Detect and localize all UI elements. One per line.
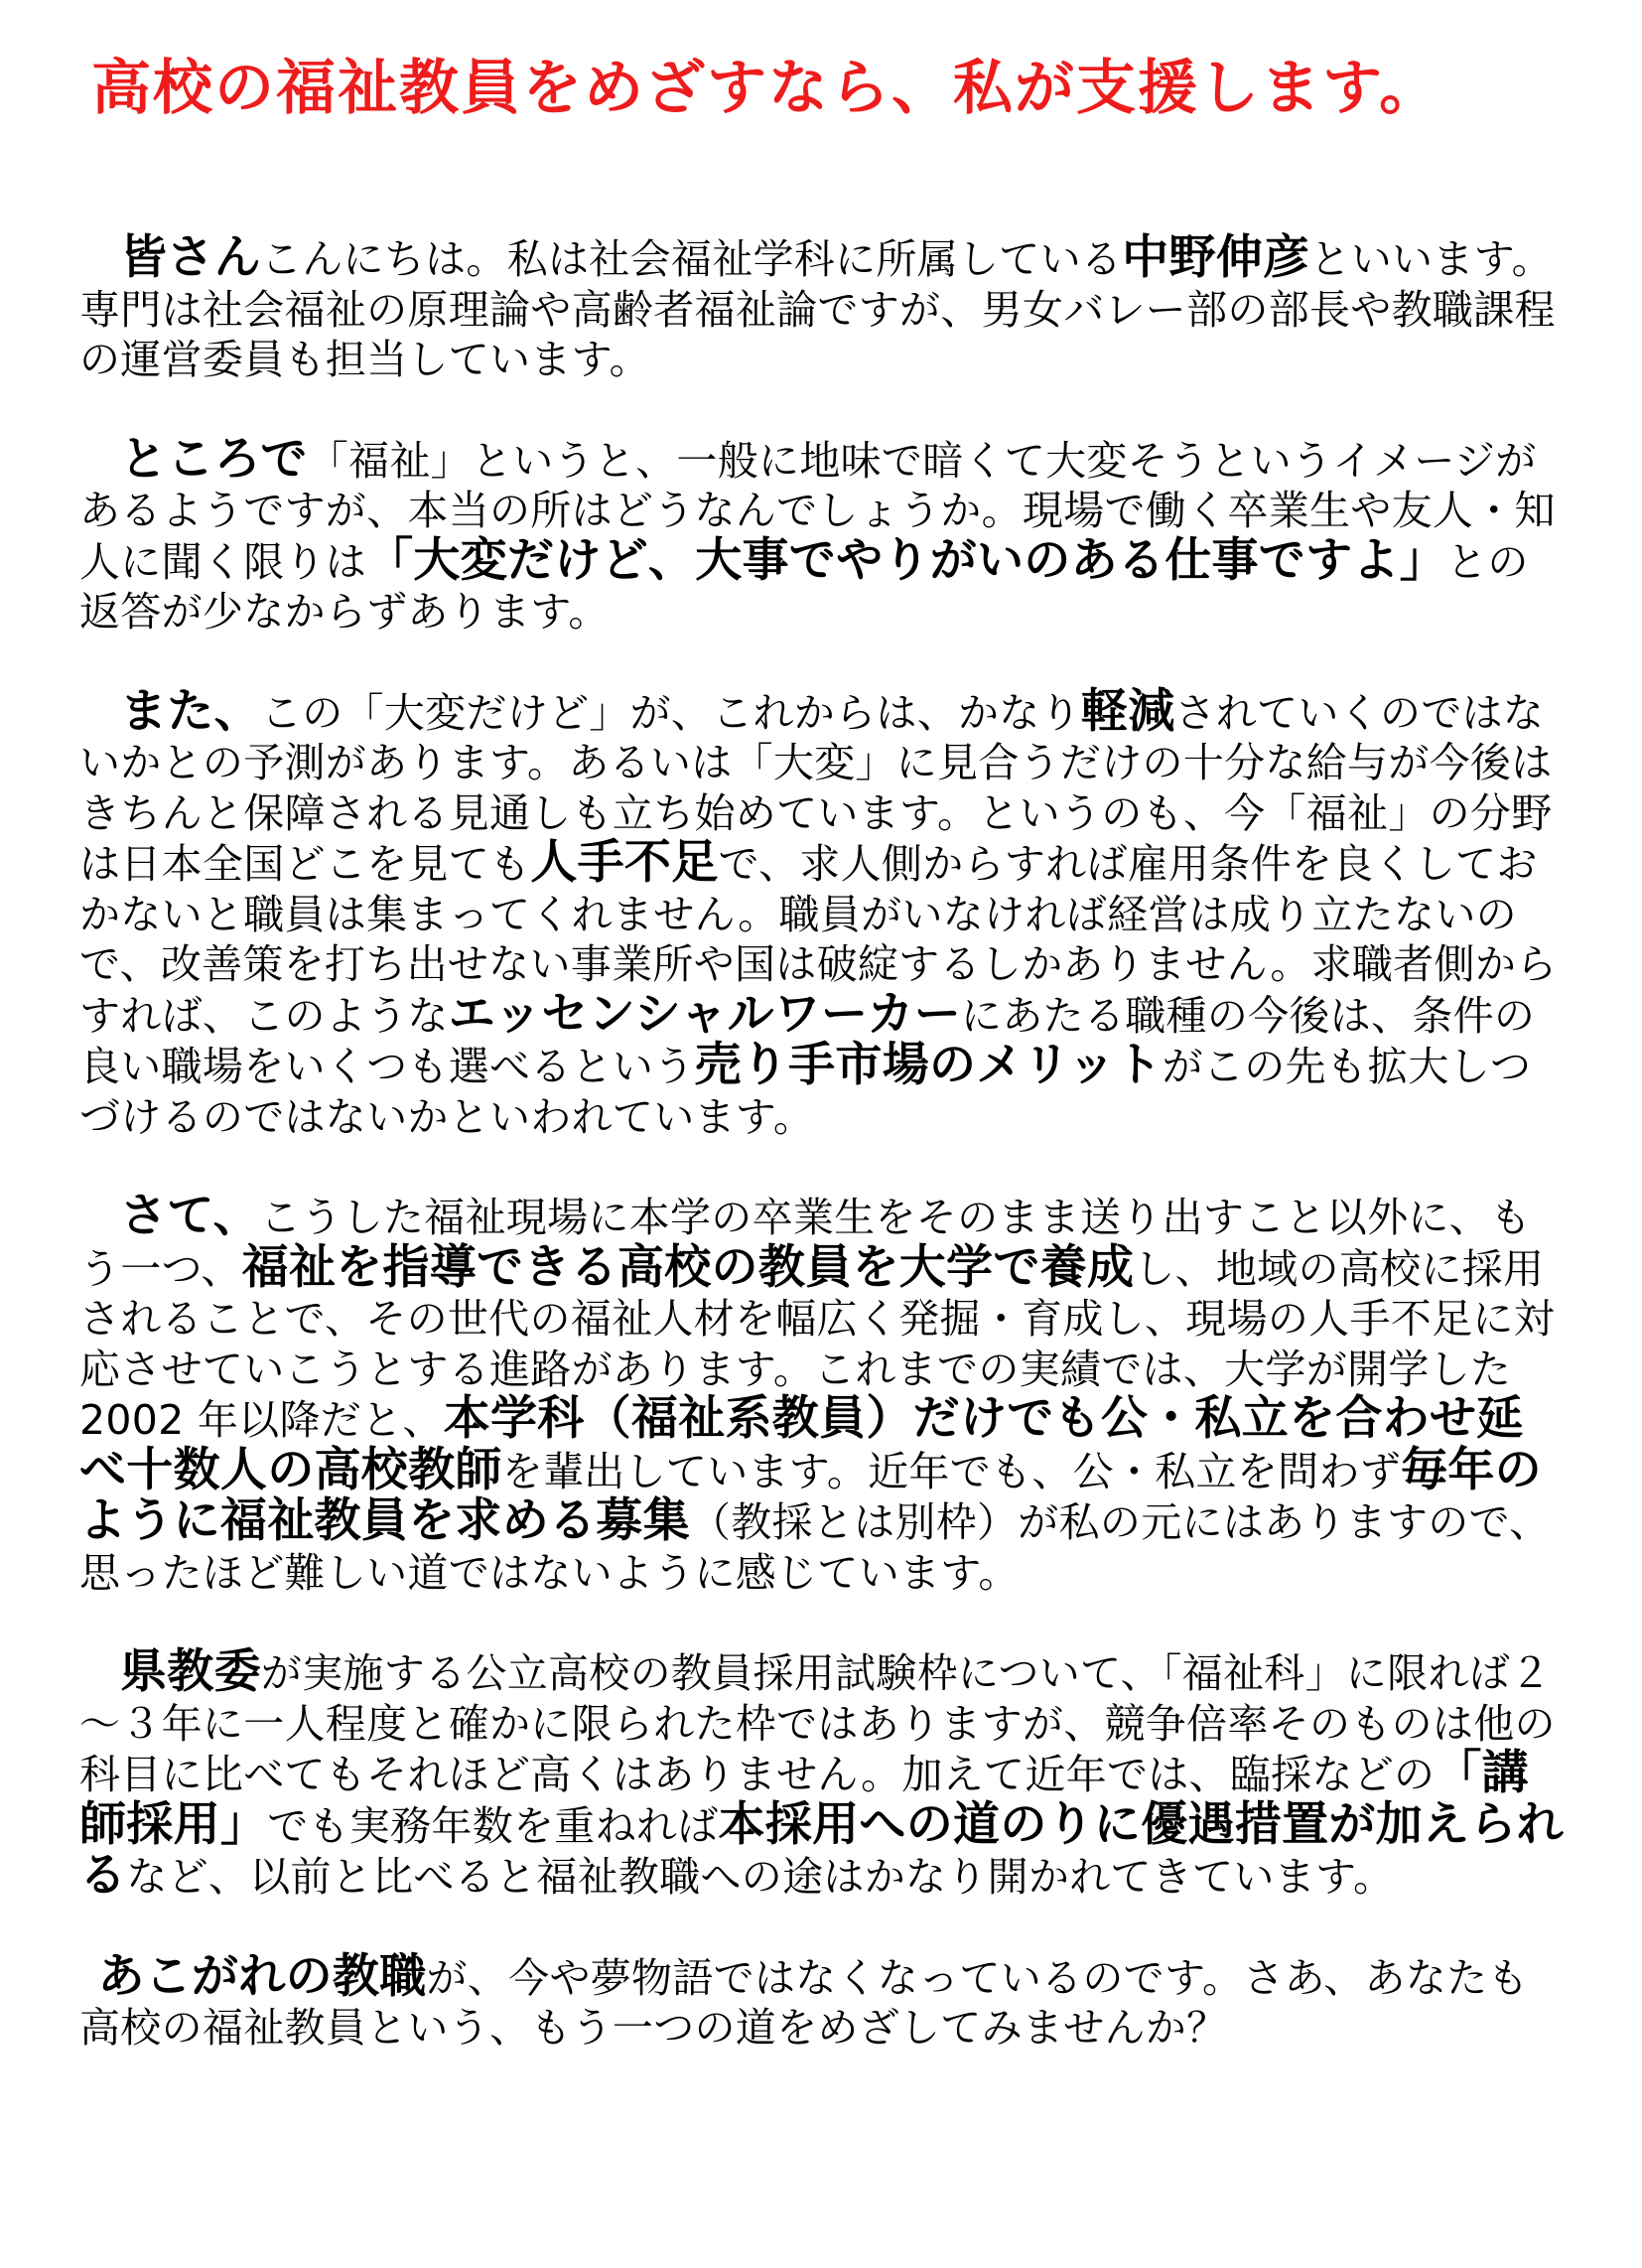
text-segment: こんにちは。私は社会福祉学科に所属している: [260, 235, 1123, 283]
text-segment: （教採とは別枠）が私の元にはありますので、思ったほど難しい道ではないように感じています。: [79, 1498, 1551, 1597]
paragraph-introduction: [79, 230, 1569, 385]
text-segment: エッセンシャルワーカー: [448, 986, 962, 1042]
text-segment: さて、: [120, 1189, 260, 1243]
text-segment: また、: [120, 683, 261, 739]
text-segment: が、今や夢物語ではなくなっているのです。さあ、あなたも高校の福祉教員という、もう一つの道をめざしてみませんか？: [79, 1953, 1529, 2052]
text-segment: といいます。専門は社会福祉の原理論や高齢者福祉論ですが、男女バレー部の部長や教職課程の運営委員も担当しています。: [79, 235, 1556, 383]
paragraph-closing: [79, 1948, 1569, 2054]
text-segment: を輩出しています。近年でも、公・私立を問わず: [501, 1447, 1402, 1495]
text-segment: 本学科（福祉系教員）だけでも公・私立を合わせ延べ十数人の高校教師: [79, 1391, 1524, 1497]
highlight-quote: 「大変だけど、大事でやりがいのある仕事ですよ」: [366, 532, 1447, 588]
text-segment: ところで: [120, 431, 308, 487]
text-segment: 「福祉」というと、一般に地味で暗くて大変そうというイメージがあるようですが、本当の所はどうなんでしょうか。現場で働く卒業生や友人・知人に聞く限りは: [79, 436, 1556, 586]
text-segment: 皆さん: [120, 230, 261, 285]
text-segment: あこがれの教職: [97, 1948, 427, 2004]
text-segment: 毎年のように福祉教員を求める募集: [79, 1442, 1542, 1548]
text-segment: し、地域の高校に採用されることで、その世代の福祉人材を幅広く発掘・育成し、現場の人手不足に対応させていこうとする進路があります。これまでの実績では、大学が開学した 2002 年以降だと、: [79, 1244, 1555, 1444]
text-segment: でも実務年数を重ねれば: [267, 1801, 719, 1850]
text-segment: との返答が少なからずあります。: [79, 537, 1529, 636]
text-segment: この「大変だけど」が、これからは、かなり: [260, 688, 1081, 737]
paragraph-hiring-exam: [79, 1644, 1569, 1903]
text-segment: にあたる職種の今後は、条件の良い職場をいくつも選べるという: [79, 991, 1536, 1090]
text-segment: 県教委: [120, 1644, 261, 1699]
text-segment: 福祉を指導できる高校の教員を大学で養成: [241, 1239, 1135, 1295]
text-segment: で、求人側からすれば雇用条件を良くしておかないと職員は集まってくれません。職員がいなければ経営は成り立たないので、改善策を打ち出せない事業所や国は破綻するしかありません。求職者側からすれば、このような: [79, 840, 1558, 1040]
text-segment: されていくのではないかとの予測があります。あるいは「大変」に見合うだけの十分な給与が今後はきちんと保障される見通しも立ち始めています。というのも、今「福祉」の分野は日本全国どこを見ても: [79, 688, 1553, 888]
paragraph-teacher-training: [79, 1189, 1569, 1598]
paragraph-future-outlook: [79, 683, 1569, 1143]
article-body: [79, 230, 1569, 2103]
text-segment: がこの先も拡大しつづけるのではないかといわれています。: [79, 1043, 1532, 1141]
text-segment: 本採用への道のりに優遇措置が加えられる: [79, 1796, 1564, 1903]
author-name: 中野伸彦: [1122, 230, 1310, 285]
text-segment: など、以前と比べると福祉教職への途はかなり開かれてきています。: [126, 1853, 1395, 1901]
page-title: 高校の福祉教員をめざすなら、私が支援します。: [91, 54, 1441, 123]
text-segment: 人手不足: [530, 835, 719, 890]
text-segment: 売り手市場のメリット: [694, 1038, 1163, 1092]
text-segment: 軽減: [1080, 683, 1175, 739]
text-segment: こうした福祉現場に本学の卒業生をそのまま送り出すこと以外に、もう一つ、: [79, 1194, 1532, 1293]
text-segment: が実施する公立高校の教員採用試験枠について、「福祉科」に限れば２～３年に一人程度と確かに限られた枠ではありますが、競争倍率そのものは他の科目に比べてもそれほど高くはありません。加えて近年では、臨採などの: [79, 1649, 1556, 1798]
text-segment: 「講師採用」: [79, 1746, 1529, 1852]
paragraph-welfare-image: [79, 431, 1569, 638]
